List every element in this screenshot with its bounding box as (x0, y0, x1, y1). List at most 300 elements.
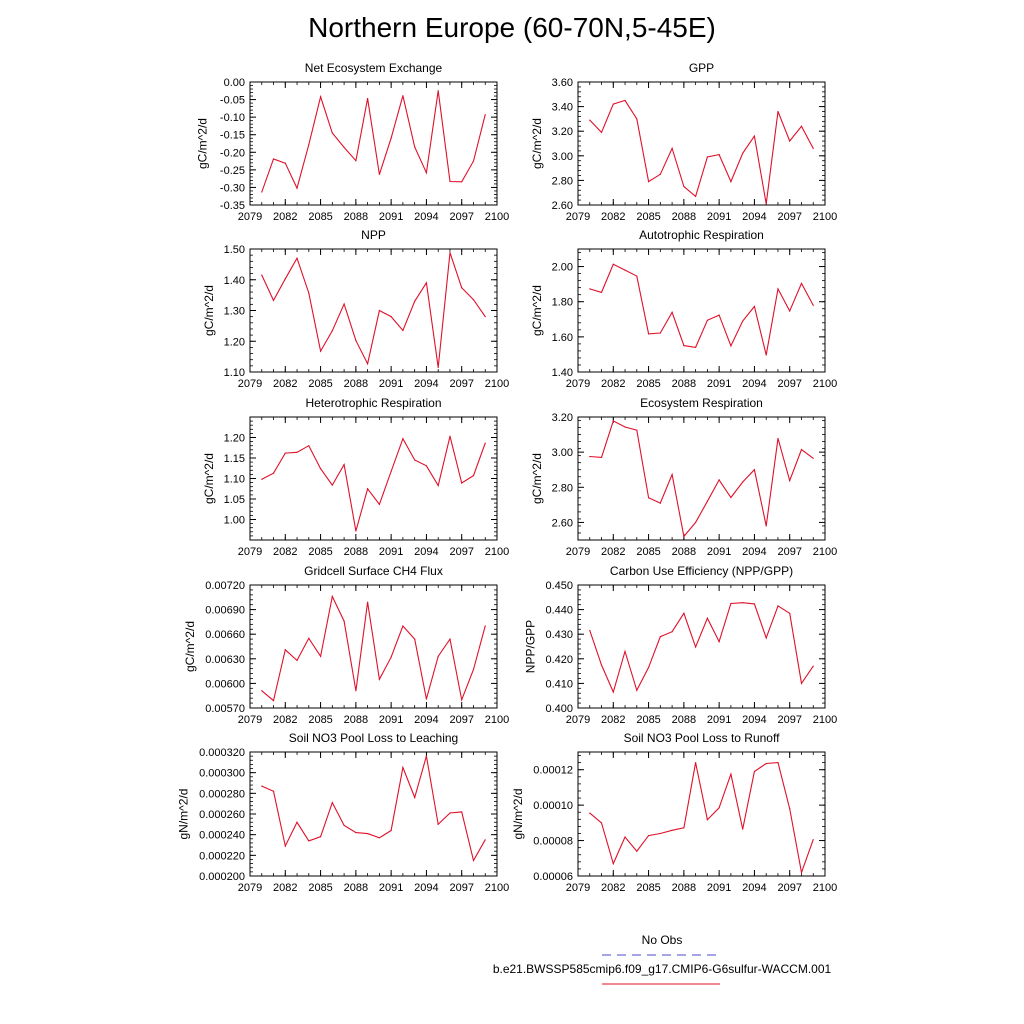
y-tick-label: 2.80 (551, 175, 573, 188)
data-point (671, 148, 672, 149)
y-axis-label: NPP/GPP (523, 619, 538, 674)
data-point (671, 631, 672, 632)
data-point (355, 832, 356, 833)
y-tick-label: 0.000240 (199, 829, 245, 842)
x-tick-label: 2088 (671, 882, 697, 894)
chart-panel-6 (530, 396, 837, 558)
x-tick-label: 2094 (742, 546, 767, 558)
data-point (391, 138, 392, 139)
x-tick-label: 2082 (273, 714, 298, 726)
data-point (589, 288, 590, 289)
data-point (707, 156, 708, 157)
data-point (320, 350, 321, 351)
data-point (660, 332, 661, 333)
chart-panel-8 (524, 564, 838, 726)
data-point (719, 641, 720, 642)
y-tick-label: 0.00630 (205, 653, 245, 666)
y-tick-label: 1.15 (223, 453, 245, 465)
plot-frame (578, 249, 825, 372)
y-axis-label: gC/m^2/d (195, 118, 210, 169)
x-tick-label: 2079 (237, 714, 263, 726)
x-tick-label: 2085 (636, 714, 661, 726)
x-tick-label: 2082 (273, 211, 298, 223)
data-point (273, 473, 274, 474)
y-tick-label: 0.430 (545, 629, 573, 642)
x-tick-label: 2082 (601, 714, 626, 726)
data-point (379, 679, 380, 680)
y-tick-label: 0.00720 (205, 580, 245, 592)
y-tick-label: 0.000220 (199, 850, 245, 863)
data-point (613, 863, 614, 864)
chart-title: GPP (688, 61, 715, 75)
data-point (402, 330, 403, 331)
x-tick-label: 2091 (378, 211, 404, 223)
x-tick-label: 2085 (636, 211, 661, 223)
data-point (789, 310, 790, 311)
data-point (461, 287, 462, 288)
data-point (671, 830, 672, 831)
y-tick-label: 2.80 (551, 482, 573, 495)
x-tick-label: 2088 (343, 882, 369, 894)
y-tick-label: 0.000320 (199, 747, 245, 759)
data-point (426, 282, 427, 283)
x-tick-label: 2091 (706, 714, 732, 726)
data-point (636, 275, 637, 276)
data-point (355, 160, 356, 161)
data-point (695, 646, 696, 647)
data-point (683, 345, 684, 346)
x-tick-label: 2088 (343, 546, 369, 558)
plot-frame (250, 82, 497, 205)
data-point (473, 669, 474, 670)
data-point (789, 480, 790, 481)
x-tick-label: 2082 (601, 546, 626, 558)
data-point (636, 690, 637, 691)
data-point (285, 163, 286, 164)
x-tick-label: 2082 (273, 882, 298, 894)
data-point (261, 275, 262, 276)
y-tick-label: 0.450 (545, 580, 573, 592)
data-point (601, 457, 602, 458)
data-point (414, 459, 415, 460)
data-point (801, 683, 802, 684)
data-point (273, 300, 274, 301)
chart-title: Soil NO3 Pool Loss to Leaching (288, 731, 459, 745)
chart-panel-7 (183, 564, 509, 726)
data-point (320, 656, 321, 657)
y-tick-label: 3.00 (551, 447, 573, 460)
y-tick-label: 1.40 (551, 367, 573, 379)
data-point (777, 605, 778, 606)
x-tick-label: 2088 (671, 211, 697, 223)
x-tick-label: 2094 (742, 714, 767, 726)
data-point (730, 497, 731, 498)
y-axis-label: gC/m^2/d (529, 118, 544, 169)
data-point (414, 146, 415, 147)
page-title: Northern Europe (60-70N,5-45E) (308, 12, 716, 43)
data-point (391, 471, 392, 472)
y-axis-label: gN/m^2/d (510, 788, 525, 840)
data-point (730, 774, 731, 775)
data-point (730, 603, 731, 604)
data-point (485, 839, 486, 840)
data-point (801, 872, 802, 873)
x-tick-label: 2100 (484, 714, 510, 726)
data-point (766, 203, 767, 204)
x-tick-label: 2100 (812, 882, 838, 894)
data-point (742, 153, 743, 154)
y-tick-label: -0.15 (219, 129, 245, 142)
y-tick-label: 0.000280 (199, 788, 245, 801)
data-point (402, 95, 403, 96)
chart-panel-4 (530, 228, 837, 390)
data-point (296, 452, 297, 453)
plot-frame (250, 417, 497, 540)
y-tick-label: 3.00 (551, 150, 573, 163)
data-point (367, 488, 368, 489)
x-tick-label: 2079 (237, 378, 263, 390)
x-tick-label: 2088 (343, 714, 369, 726)
data-point (754, 469, 755, 470)
data-point (332, 132, 333, 133)
data-point (461, 181, 462, 182)
y-tick-label: -0.20 (219, 147, 245, 160)
data-point (473, 475, 474, 476)
data-point (671, 474, 672, 475)
series-line (262, 597, 485, 701)
data-point (707, 320, 708, 321)
data-point (449, 639, 450, 640)
data-point (485, 316, 486, 317)
data-point (343, 464, 344, 465)
chart-panel-2 (530, 61, 837, 223)
legend-case-label: b.e21.BWSSP585cmip6.f09_g17.CMIP6-G6sulfur-WACCM.001 (492, 962, 832, 976)
data-point (589, 813, 590, 814)
plot-frame (578, 82, 825, 205)
x-tick-label: 2091 (706, 546, 732, 558)
data-point (766, 763, 767, 764)
data-point (355, 340, 356, 341)
data-point (648, 181, 649, 182)
chart-title: Soil NO3 Pool Loss to Runoff (623, 731, 780, 745)
data-point (683, 186, 684, 187)
x-tick-label: 2097 (777, 378, 802, 390)
x-tick-label: 2094 (414, 378, 439, 390)
y-tick-label: 1.50 (223, 244, 245, 256)
data-point (801, 283, 802, 284)
data-point (813, 839, 814, 840)
data-point (379, 174, 380, 175)
data-point (485, 443, 486, 444)
x-tick-label: 2091 (378, 882, 404, 894)
data-point (754, 306, 755, 307)
data-point (648, 667, 649, 668)
data-point (438, 824, 439, 825)
data-point (308, 840, 309, 841)
data-point (285, 452, 286, 453)
data-point (426, 756, 427, 757)
y-tick-label: 0.00006 (533, 871, 573, 883)
x-tick-label: 2079 (565, 378, 591, 390)
x-tick-label: 2100 (484, 882, 510, 894)
data-point (426, 465, 427, 466)
data-point (648, 835, 649, 836)
x-tick-label: 2082 (601, 378, 626, 390)
data-point (648, 333, 649, 334)
x-tick-label: 2100 (812, 714, 838, 726)
data-point (613, 104, 614, 105)
y-tick-label: 0.440 (545, 604, 573, 617)
data-point (636, 851, 637, 852)
data-point (636, 430, 637, 431)
data-point (707, 501, 708, 502)
data-point (613, 264, 614, 265)
data-point (379, 504, 380, 505)
data-point (332, 330, 333, 331)
x-tick-label: 2100 (484, 546, 510, 558)
x-tick-label: 2100 (484, 378, 510, 390)
x-tick-label: 2079 (565, 714, 591, 726)
data-point (624, 651, 625, 652)
data-point (636, 118, 637, 119)
plot-frame (578, 752, 825, 876)
data-point (719, 479, 720, 480)
y-tick-label: 0.000200 (199, 871, 245, 883)
legend-obs-label: No Obs (641, 933, 683, 947)
data-point (332, 596, 333, 597)
data-point (813, 305, 814, 306)
series-line (262, 253, 485, 368)
data-point (296, 822, 297, 823)
x-tick-label: 2079 (565, 882, 591, 894)
y-tick-label: 0.410 (545, 678, 573, 691)
chart-panel-3 (202, 228, 509, 390)
plot-frame (578, 417, 825, 540)
y-tick-label: 0.00690 (205, 604, 245, 617)
data-point (742, 602, 743, 603)
data-point (624, 426, 625, 427)
data-point (273, 791, 274, 792)
y-tick-label: 0.00600 (205, 678, 245, 691)
data-point (789, 613, 790, 614)
y-tick-label: 2.60 (551, 200, 573, 212)
x-tick-label: 2091 (706, 378, 732, 390)
y-tick-label: 3.60 (551, 77, 573, 89)
x-tick-label: 2100 (812, 211, 838, 223)
x-tick-label: 2100 (484, 211, 510, 223)
y-tick-label: -0.10 (219, 112, 245, 125)
y-tick-label: 0.400 (545, 703, 573, 715)
data-point (426, 698, 427, 699)
chart-panel-5 (202, 396, 509, 558)
chart-title: NPP (361, 228, 386, 242)
data-point (754, 136, 755, 137)
x-tick-label: 2088 (343, 211, 369, 223)
data-point (367, 833, 368, 834)
data-point (789, 140, 790, 141)
data-point (402, 438, 403, 439)
data-point (589, 456, 590, 457)
data-point (801, 449, 802, 450)
data-point (308, 144, 309, 145)
x-tick-label: 2079 (565, 546, 591, 558)
data-point (391, 830, 392, 831)
chart-panel-10 (511, 731, 837, 894)
data-point (613, 420, 614, 421)
x-tick-label: 2097 (777, 714, 802, 726)
x-tick-label: 2094 (742, 378, 767, 390)
data-point (613, 691, 614, 692)
y-axis-label: gC/m^2/d (201, 285, 216, 336)
data-point (707, 618, 708, 619)
data-point (461, 811, 462, 812)
y-tick-label: 0.00012 (533, 764, 573, 777)
x-tick-label: 2079 (237, 882, 263, 894)
x-tick-label: 2094 (742, 211, 767, 223)
x-tick-label: 2082 (601, 882, 626, 894)
y-axis-label: gC/m^2/d (201, 453, 216, 504)
data-point (719, 154, 720, 155)
y-tick-label: 0.00010 (533, 800, 573, 813)
data-point (261, 191, 262, 192)
data-point (813, 148, 814, 149)
data-point (273, 158, 274, 159)
data-point (766, 354, 767, 355)
y-tick-label: 3.20 (551, 412, 573, 424)
data-point (332, 802, 333, 803)
data-point (683, 827, 684, 828)
data-point (660, 636, 661, 637)
data-point (766, 525, 767, 526)
y-tick-label: -0.25 (219, 164, 245, 177)
x-tick-label: 2094 (414, 882, 439, 894)
data-point (414, 301, 415, 302)
x-tick-label: 2091 (378, 546, 404, 558)
x-tick-label: 2088 (671, 546, 697, 558)
y-tick-label: 0.00660 (205, 629, 245, 642)
data-point (695, 347, 696, 348)
x-tick-label: 2097 (449, 882, 474, 894)
data-point (801, 126, 802, 127)
x-tick-label: 2085 (636, 882, 661, 894)
data-point (367, 602, 368, 603)
y-tick-label: 1.05 (223, 494, 245, 506)
data-point (285, 278, 286, 279)
x-tick-label: 2100 (812, 546, 838, 558)
data-point (296, 258, 297, 259)
chart-title: Carbon Use Efficiency (NPP/GPP) (609, 564, 794, 578)
plot-frame (250, 752, 497, 876)
y-tick-label: 3.40 (551, 101, 573, 114)
data-point (402, 625, 403, 626)
data-point (601, 132, 602, 133)
x-tick-label: 2088 (671, 378, 697, 390)
x-tick-label: 2085 (308, 211, 333, 223)
x-tick-label: 2097 (449, 546, 474, 558)
data-point (707, 819, 708, 820)
chart-panel-9 (177, 731, 510, 894)
legend-case-swatch (0, 979, 1024, 991)
y-tick-label: 1.20 (223, 432, 245, 445)
data-point (777, 288, 778, 289)
y-axis-label: gC/m^2/d (182, 621, 197, 672)
data-point (660, 174, 661, 175)
data-point (813, 666, 814, 667)
x-tick-label: 2091 (706, 882, 732, 894)
y-axis-label: gN/m^2/d (176, 788, 191, 840)
x-tick-label: 2097 (777, 211, 802, 223)
x-tick-label: 2079 (237, 546, 263, 558)
plot-frame (250, 249, 497, 372)
data-point (261, 479, 262, 480)
y-tick-label: 0.00008 (533, 835, 573, 848)
series-line (590, 421, 813, 537)
data-point (473, 299, 474, 300)
data-point (660, 833, 661, 834)
data-point (601, 822, 602, 823)
y-tick-label: 0.000300 (199, 767, 245, 780)
y-tick-label: 0.000260 (199, 809, 245, 821)
x-tick-label: 2082 (273, 546, 298, 558)
data-point (683, 613, 684, 614)
series-line (262, 756, 485, 860)
data-point (601, 664, 602, 665)
data-point (438, 485, 439, 486)
data-point (343, 303, 344, 304)
data-point (449, 252, 450, 253)
y-tick-label: 1.60 (551, 331, 573, 344)
x-tick-label: 2097 (449, 378, 474, 390)
series-line (590, 763, 813, 873)
data-point (308, 638, 309, 639)
data-point (485, 114, 486, 115)
data-point (730, 345, 731, 346)
data-point (355, 530, 356, 531)
data-point (742, 320, 743, 321)
data-point (296, 660, 297, 661)
data-point (730, 181, 731, 182)
y-tick-label: 1.10 (223, 473, 245, 486)
data-point (766, 637, 767, 638)
data-point (367, 98, 368, 99)
data-point (426, 172, 427, 173)
x-tick-label: 2094 (414, 211, 439, 223)
data-point (695, 762, 696, 763)
x-tick-label: 2079 (565, 211, 591, 223)
data-point (789, 808, 790, 809)
data-point (438, 367, 439, 368)
data-point (777, 762, 778, 763)
x-tick-label: 2082 (601, 211, 626, 223)
x-tick-label: 2079 (237, 211, 263, 223)
y-tick-label: 0.420 (545, 653, 573, 666)
x-tick-label: 2091 (378, 714, 404, 726)
data-point (320, 96, 321, 97)
data-point (343, 620, 344, 621)
data-point (695, 522, 696, 523)
data-point (343, 825, 344, 826)
y-tick-label: 2.60 (551, 517, 573, 530)
x-tick-label: 2082 (273, 378, 298, 390)
data-point (589, 120, 590, 121)
data-point (624, 269, 625, 270)
y-tick-label: 1.80 (551, 296, 573, 309)
data-point (695, 196, 696, 197)
data-point (624, 836, 625, 837)
series-line (590, 100, 813, 203)
data-point (671, 312, 672, 313)
x-tick-label: 2085 (308, 882, 333, 894)
